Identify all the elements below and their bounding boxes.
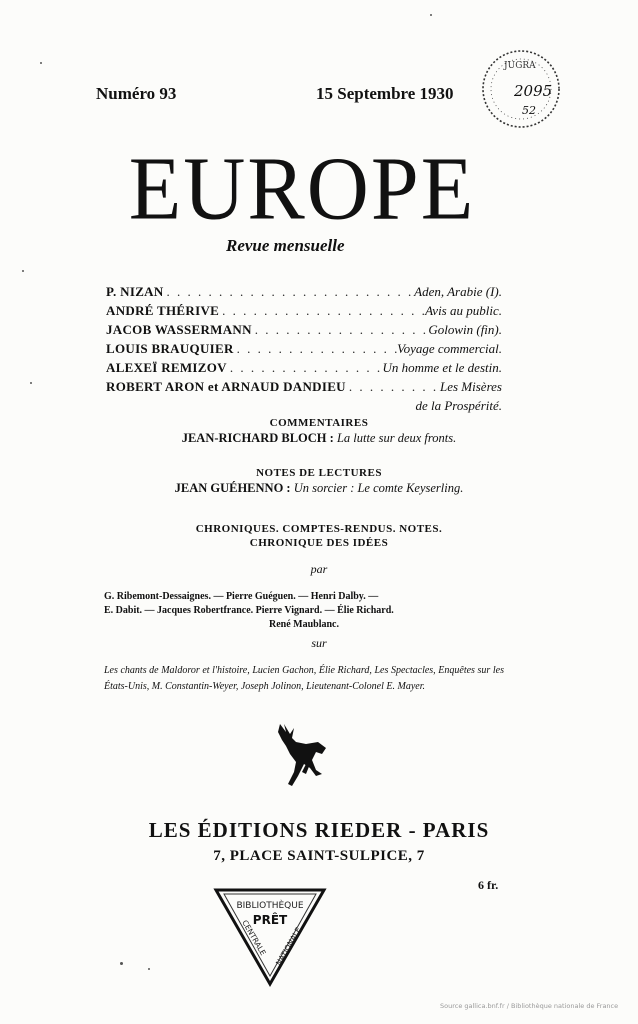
issue-number: Numéro 93 — [96, 84, 177, 103]
stamp-round-number: 2095 — [514, 82, 553, 100]
leaping-deer-emblem — [272, 720, 332, 792]
stamp-tri-right: NATIONALE — [273, 925, 303, 967]
toc-title: Golowin (fin). — [428, 322, 502, 337]
toc-continuation-row — [106, 396, 502, 415]
toc-author: ALEXEÏ REMIZOV — [106, 360, 227, 375]
scan-speck — [120, 962, 123, 965]
toc-leader-dots — [219, 301, 425, 320]
notes-author: JEAN GUÉHENNO : — [174, 481, 291, 495]
toc-author: JACOB WASSERMANN — [106, 322, 252, 337]
toc-title: Les Misères — [440, 379, 502, 394]
toc-title: Voyage commercial. — [397, 341, 502, 356]
toc-entry — [106, 282, 502, 301]
stamp-round-top: JUGRA — [504, 61, 536, 71]
table-of-contents — [106, 282, 502, 415]
toc-leader-dots — [234, 339, 397, 358]
commentaires-title: La lutte sur deux fronts. — [336, 431, 457, 445]
scan-speck — [148, 968, 150, 970]
toc-continuation: de la Prospérité. — [415, 398, 502, 413]
library-round-stamp — [478, 46, 564, 132]
contributors-line: René Maublanc. — [269, 619, 339, 630]
scan-speck — [22, 270, 24, 272]
toc-title: Un homme et le destin. — [382, 360, 502, 375]
scan-speck — [40, 62, 42, 64]
toc-author: LOUIS BRAUQUIER — [106, 341, 234, 356]
toc-author: P. NIZAN — [106, 284, 164, 299]
sur-label: sur — [311, 636, 327, 650]
toc-entry — [106, 301, 502, 320]
contributors-list — [104, 590, 504, 632]
commentaires-author: JEAN-RICHARD BLOCH : — [181, 431, 334, 445]
stamp-tri-line2: PRÊT — [252, 913, 288, 927]
toc-leader-dots — [227, 358, 383, 377]
chroniques-line1: CHRONIQUES. COMPTES-RENDUS. NOTES. — [195, 523, 443, 535]
stamp-tri-line1: BIBLIOTHÈQUE — [236, 901, 304, 911]
notes-title: Un sorcier : Le comte Keyserling. — [293, 481, 464, 495]
toc-title: Avis au public. — [425, 303, 502, 318]
publisher-address: 7, PLACE SAINT-SULPICE, 7 — [213, 848, 425, 864]
price: 6 fr. — [478, 878, 499, 892]
toc-leader-dots — [252, 320, 429, 339]
notes-section — [60, 466, 578, 496]
toc-title: Aden, Arabie (I). — [414, 284, 502, 299]
toc-leader-dots — [164, 282, 415, 301]
scan-speck — [30, 382, 32, 384]
toc-entry — [106, 339, 502, 358]
stamp-tri-left: CENTRALE — [240, 918, 268, 957]
notes-heading: NOTES DE LECTURES — [256, 467, 382, 479]
contributors-line: E. Dabit. — Jacques Robertfrance. Pierre Vignard. — Élie Richard. — [104, 605, 394, 616]
source-credit: Source gallica.bnf.fr / Bibliothèque nationale de France — [440, 1002, 619, 1010]
library-triangle-stamp — [212, 884, 328, 988]
par-label: par — [310, 562, 328, 576]
chroniques-line2: CHRONIQUE DES IDÉES — [249, 537, 389, 549]
toc-author: ROBERT ARON et ARNAUD DANDIEU — [106, 379, 346, 394]
topics-list: Les chants de Maldoror et l'histoire, Lucien Gachon, Élie Richard, Les Spectacles, Enquêtes sur les États-Unis, M. Constantin-Weyer, Joseph Jolinon, Lieutenant-Colonel E. Mayer. — [104, 665, 504, 692]
chroniques-section — [60, 522, 578, 577]
commentaires-section — [60, 416, 578, 446]
journal-title: EUROPE — [128, 137, 476, 239]
issue-date: 15 Septembre 1930 — [316, 84, 454, 103]
stamp-round-sub: 52 — [522, 104, 536, 117]
toc-entry — [106, 358, 502, 377]
toc-entry — [106, 320, 502, 339]
publisher-name: LES ÉDITIONS RIEDER - PARIS — [148, 818, 490, 842]
toc-author: ANDRÉ THÉRIVE — [106, 303, 220, 318]
toc-entry — [106, 377, 502, 396]
journal-subtitle: Revue mensuelle — [226, 236, 345, 255]
commentaires-heading: COMMENTAIRES — [269, 417, 369, 429]
toc-leader-dots — [346, 377, 440, 396]
contributors-line: G. Ribemont-Dessaignes. — Pierre Guéguen. — Henri Dalby. — — [104, 591, 379, 602]
scan-speck — [430, 14, 432, 16]
